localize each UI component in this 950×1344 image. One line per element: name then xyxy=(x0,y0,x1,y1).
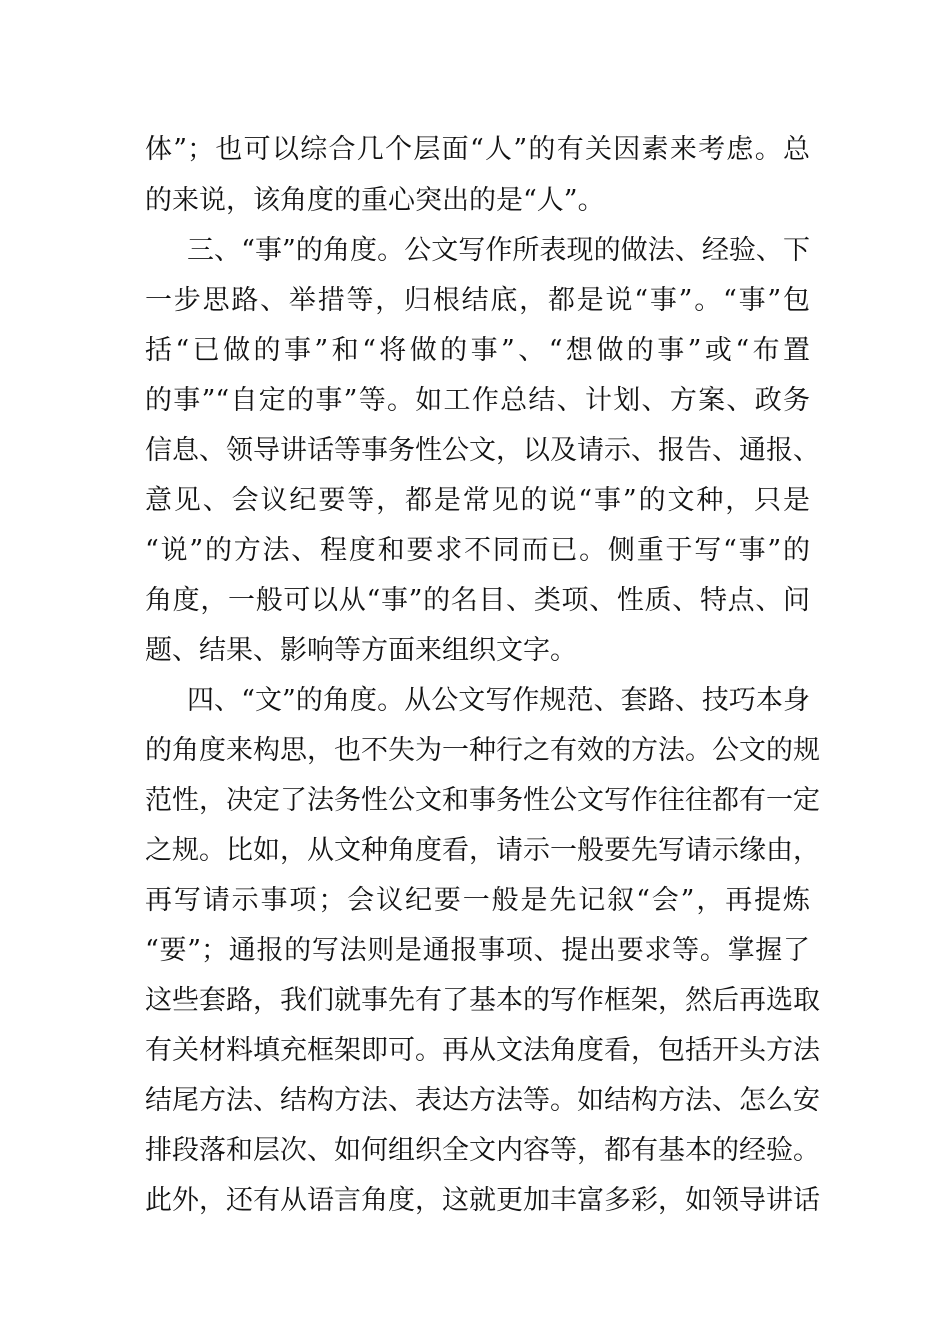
text-line: 题、结果、影响等方面来组织文字。 xyxy=(145,635,577,666)
text-line: 这些套路，我们就事先有了基本的写作框架，然后再选取 xyxy=(145,985,820,1016)
text-line: 意见、会议纪要等，都是常见的说“事”的文种，只是 xyxy=(145,485,810,516)
text-line: 括“已做的事”和“将做的事”、“想做的事”或“布置 xyxy=(145,335,810,366)
text-line: 之规。比如，从文种角度看，请示一般要先写请示缘由， xyxy=(145,835,820,866)
text-line: 角度，一般可以从“事”的名目、类项、性质、特点、问 xyxy=(145,585,810,616)
text-line: 范性，决定了法务性公文和事务性公文写作往往都有一定 xyxy=(145,785,820,816)
text-line: 有关材料填充框架即可。再从文法角度看，包括开头方法 xyxy=(145,1035,820,1066)
text-line: 信息、领导讲话等事务性公文，以及请示、报告、通报、 xyxy=(145,435,820,466)
paragraph-first-line: 三、“事”的角度。公文写作所表现的做法、经验、下 xyxy=(187,235,810,266)
text-line: 一步思路、举措等，归根结底，都是说“事”。“事”包 xyxy=(145,285,810,316)
text-line: 排段落和层次、如何组织全文内容等，都有基本的经验。 xyxy=(145,1135,820,1166)
text-line: 的事”“自定的事”等。如工作总结、计划、方案、政务 xyxy=(145,385,810,416)
text-line: 的来说，该角度的重心突出的是“人”。 xyxy=(145,185,605,216)
text-line: “说”的方法、程度和要求不同而已。侧重于写“事”的 xyxy=(145,535,810,566)
text-line: 的角度来构思，也不失为一种行之有效的方法。公文的规 xyxy=(145,735,820,766)
text-line: 再写请示事项；会议纪要一般是先记叙“会”，再提炼 xyxy=(145,885,810,916)
text-line: 结尾方法、结构方法、表达方法等。如结构方法、怎么安 xyxy=(145,1085,820,1116)
text-line: “要”；通报的写法则是通报事项、提出要求等。掌握了 xyxy=(145,935,810,966)
text-line: 体”；也可以综合几个层面“人”的有关因素来考虑。总 xyxy=(145,134,810,165)
paragraph-first-line: 四、“文”的角度。从公文写作规范、套路、技巧本身 xyxy=(187,685,810,716)
text-line: 此外，还有从语言角度，这就更加丰富多彩，如领导讲话 xyxy=(145,1185,820,1216)
